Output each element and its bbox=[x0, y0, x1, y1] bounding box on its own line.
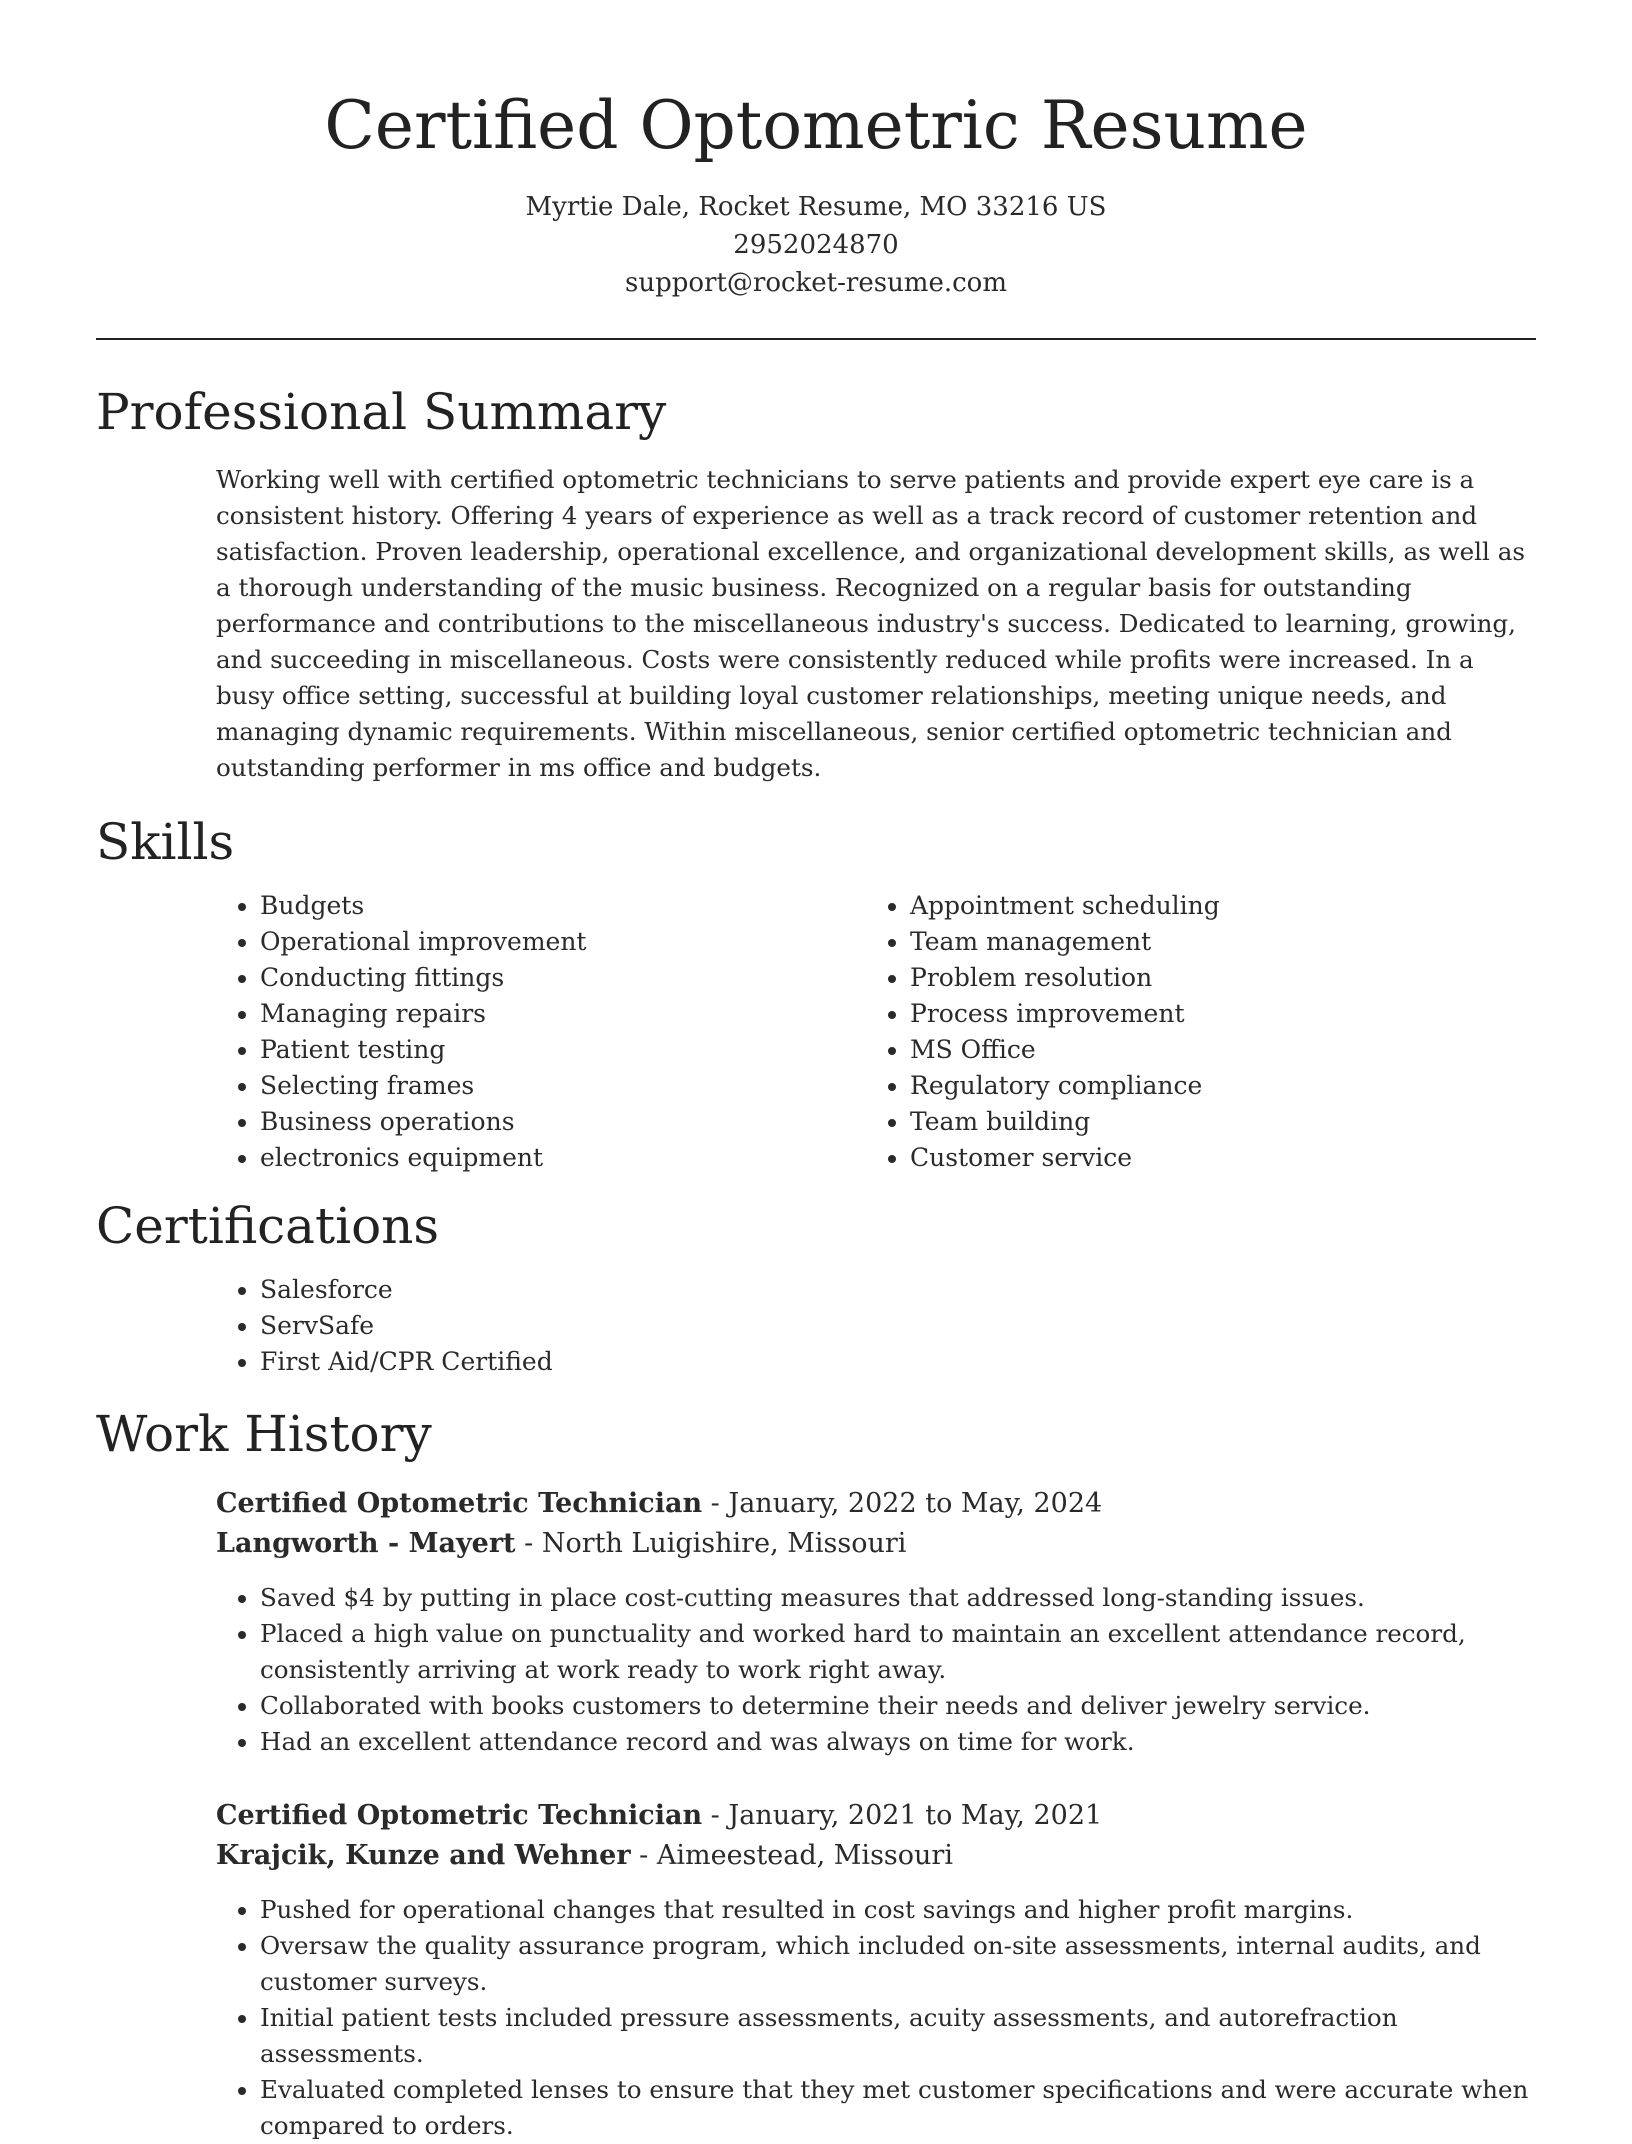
skill-item: • electronics equipment bbox=[260, 1140, 866, 1176]
contact-block bbox=[96, 188, 1536, 302]
job-title-line bbox=[216, 1484, 1536, 1524]
skill-item: • Conducting fittings bbox=[260, 960, 866, 996]
job-bullet: • Placed a high value on punctuality and worked hard to maintain an excellent attendance record, consistently arriving at work ready to work right away. bbox=[260, 1616, 1536, 1688]
job-company-line bbox=[216, 1836, 1536, 1876]
skill-item: • Problem resolution bbox=[910, 960, 1516, 996]
job-dates: - January, 2022 to May, 2024 bbox=[702, 1488, 1103, 1519]
skill-item: • Team building bbox=[910, 1104, 1516, 1140]
job-company: Krajcik, Kunze and Wehner bbox=[216, 1840, 631, 1871]
work-history-heading: Work History bbox=[96, 1405, 432, 1463]
skill-item: • Patient testing bbox=[260, 1032, 866, 1068]
skill-item: • Customer service bbox=[910, 1140, 1516, 1176]
job-company-line bbox=[216, 1524, 1536, 1564]
job-bullet: • Had an excellent attendance record and was always on time for work. bbox=[260, 1724, 1536, 1760]
job-bullets bbox=[216, 1580, 1536, 1760]
skills-left-list bbox=[216, 888, 866, 1176]
contact-phone: 2952024870 bbox=[733, 230, 899, 260]
skill-item: • Appointment scheduling bbox=[910, 888, 1516, 924]
job-company: Langworth - Mayert bbox=[216, 1528, 516, 1559]
job-location: - Aimeestead, Missouri bbox=[630, 1840, 953, 1871]
skill-item: • Managing repairs bbox=[260, 996, 866, 1032]
job-location: - North Luigishire, Missouri bbox=[515, 1528, 907, 1559]
certifications-heading: Certifications bbox=[96, 1197, 440, 1255]
job-title: Certified Optometric Technician bbox=[216, 1488, 703, 1519]
job-bullet: • Initial patient tests included pressure assessments, acuity assessments, and autorefraction assessments. bbox=[260, 2000, 1536, 2072]
summary-heading: Professional Summary bbox=[96, 383, 667, 441]
summary-text: Working well with certified optometric technicians to serve patients and provide expert eye care is a consistent history. Offering 4 years of experience as well as a track record of customer retention and satisfaction. Proven leadership, operational excellence, and organizational development skills, as well as a thorough understanding of the music business. Recognized on a regular basis for outstanding performance and contributions to the miscellaneous industry's success. Dedicated to learning, growing, and succeeding in miscellaneous. Costs were consistently reduced while profits were increased. In a busy office setting, successful at building loyal customer relationships, meeting unique needs, and managing dynamic requirements. Within miscellaneous, senior certified optometric technician and outstanding performer in ms office and budgets. bbox=[216, 465, 1525, 782]
contact-address: Myrtie Dale, Rocket Resume, MO 33216 US bbox=[525, 192, 1107, 222]
skills-right-column bbox=[866, 888, 1516, 1176]
skills-left-column bbox=[216, 888, 866, 1176]
header-divider bbox=[96, 338, 1536, 340]
job-entry bbox=[216, 1484, 1536, 1760]
skills-columns bbox=[96, 888, 1536, 1176]
certifications-list bbox=[216, 1272, 1536, 1380]
certification-item: • First Aid/CPR Certified bbox=[260, 1344, 1536, 1380]
skill-item: • Team management bbox=[910, 924, 1516, 960]
job-bullet: • Evaluated completed lenses to ensure that they met customer specifications and were accurate when compared to orders. bbox=[260, 2072, 1536, 2144]
skills-heading: Skills bbox=[96, 813, 235, 871]
job-title-line bbox=[216, 1796, 1536, 1836]
job-bullet: • Pushed for operational changes that resulted in cost savings and higher profit margins. bbox=[260, 1892, 1536, 1928]
skill-item: • Process improvement bbox=[910, 996, 1516, 1032]
skill-item: • Regulatory compliance bbox=[910, 1068, 1516, 1104]
skill-item: • Selecting frames bbox=[260, 1068, 866, 1104]
contact-email: support@rocket-resume.com bbox=[624, 268, 1007, 298]
resume-title: Certified Optometric Resume bbox=[324, 87, 1308, 164]
skill-item: • Business operations bbox=[260, 1104, 866, 1140]
job-title: Certified Optometric Technician bbox=[216, 1800, 703, 1831]
job-bullet: • Oversaw the quality assurance program, which included on-site assessments, internal audits, and customer surveys. bbox=[260, 1928, 1536, 2000]
resume-page bbox=[96, 0, 1536, 2144]
job-bullet: • Collaborated with books customers to determine their needs and deliver jewelry service. bbox=[260, 1688, 1536, 1724]
job-dates: - January, 2021 to May, 2021 bbox=[702, 1800, 1103, 1831]
certification-item: • ServSafe bbox=[260, 1308, 1536, 1344]
skill-item: • MS Office bbox=[910, 1032, 1516, 1068]
job-entry bbox=[216, 1796, 1536, 2144]
job-bullet: • Saved $4 by putting in place cost-cutting measures that addressed long-standing issues. bbox=[260, 1580, 1536, 1616]
skills-right-list bbox=[866, 888, 1516, 1176]
skill-item: • Budgets bbox=[260, 888, 866, 924]
job-bullets bbox=[216, 1892, 1536, 2144]
certifications-block bbox=[96, 1272, 1536, 1380]
certification-item: • Salesforce bbox=[260, 1272, 1536, 1308]
skill-item: • Operational improvement bbox=[260, 924, 866, 960]
